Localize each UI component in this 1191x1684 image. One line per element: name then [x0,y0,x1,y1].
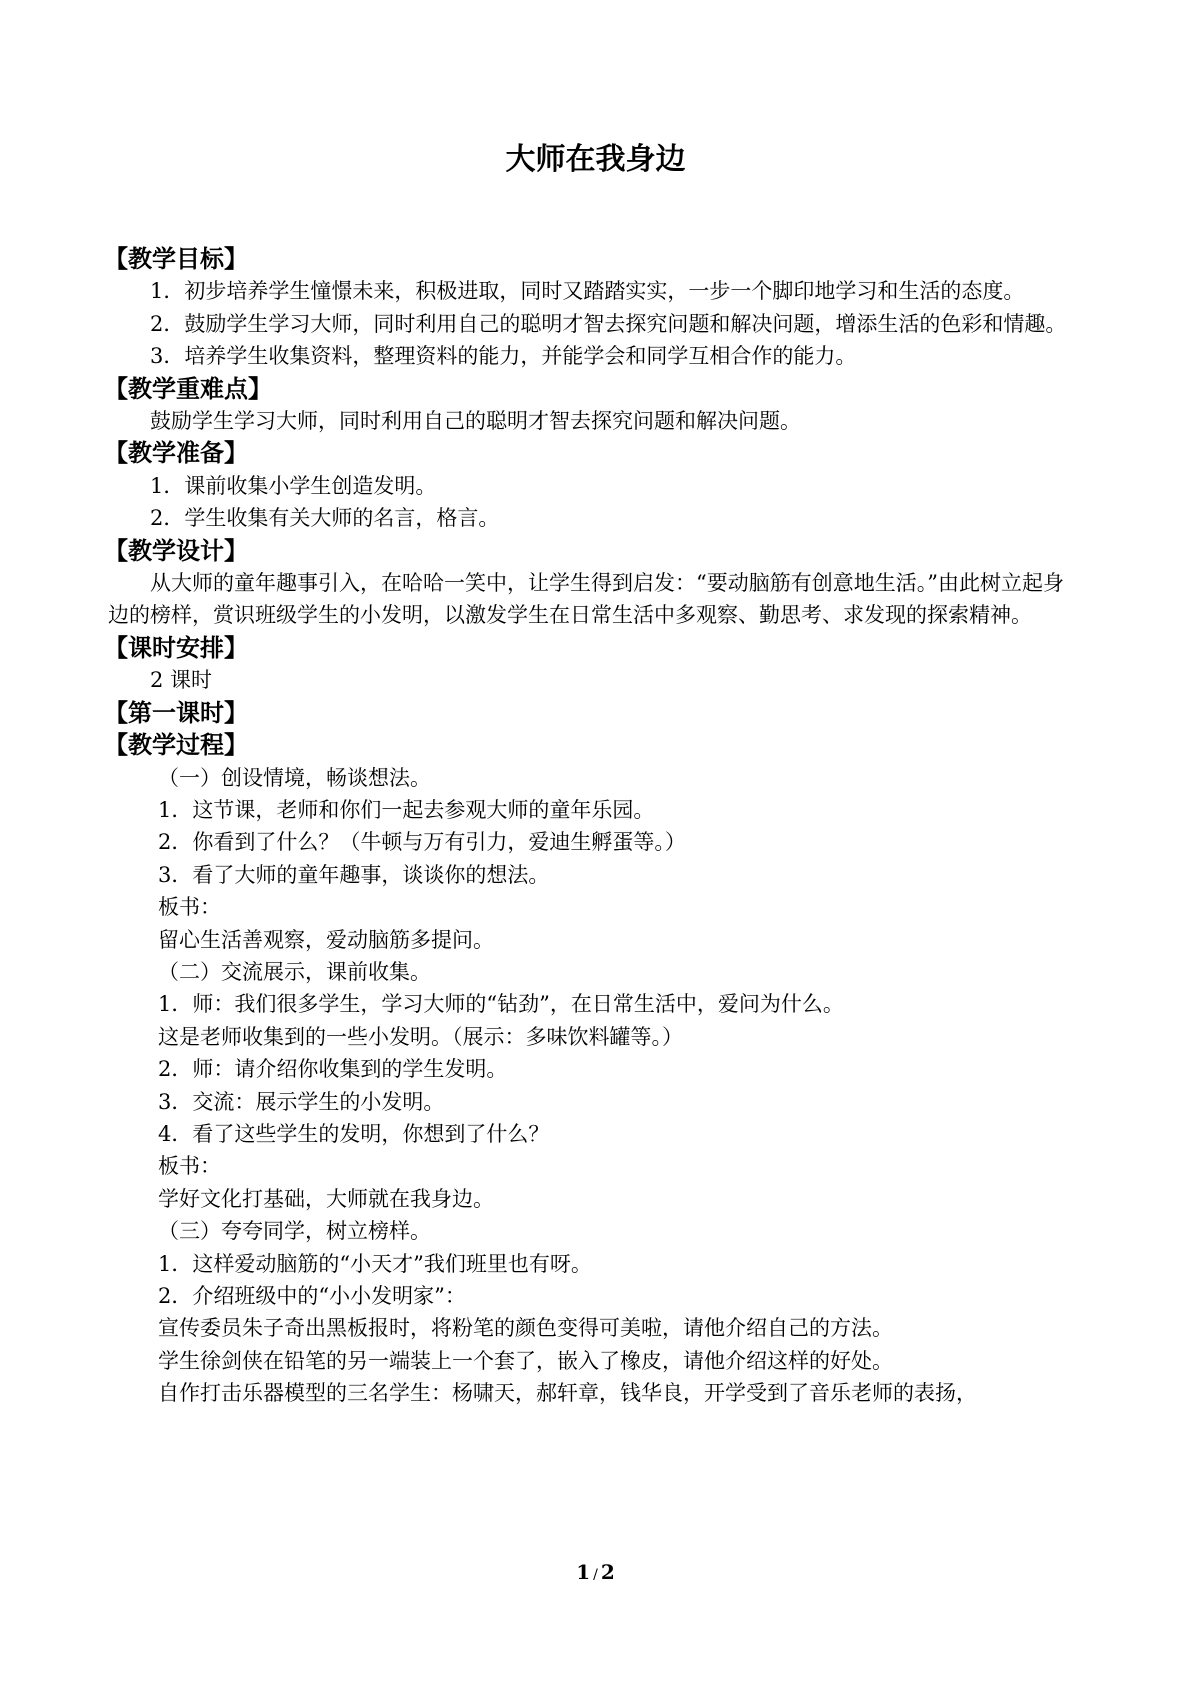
page-separator: / [593,1567,598,1583]
section-heading-first-lesson: 【第一课时】 [104,698,248,727]
process-line: 板书： [158,895,221,920]
process-line: 1．这节课，老师和你们一起去参观大师的童年乐园。 [158,797,655,822]
total-pages: 2 [600,1560,615,1584]
goal-item: 1．初步培养学生憧憬未来，积极进取，同时又踏踏实实，一步一个脚印地学习和生活的态度。 [150,279,1025,304]
prep-item: 2．学生收集有关大师的名言，格言。 [150,506,500,531]
process-line: 2．师：请介绍你收集到的学生发明。 [158,1057,508,1082]
process-line: 3．交流：展示学生的小发明。 [158,1089,445,1114]
process-line: 3．看了大师的童年趣事，谈谈你的想法。 [158,862,550,887]
process-line: 自作打击乐器模型的三名学生：杨啸天，郝轩章，钱华良，开学受到了音乐老师的表扬， [158,1381,977,1406]
process-line: 学生徐剑侠在铅笔的另一端装上一个套了，嵌入了橡皮，请他介绍这样的好处。 [158,1348,893,1373]
section-heading-design: 【教学设计】 [104,536,248,565]
section-heading-keypoints: 【教学重难点】 [104,374,272,403]
section-heading-goals: 【教学目标】 [104,245,248,273]
schedule-text: 2 课时 [150,668,213,693]
prep-item: 1．课前收集小学生创造发明。 [150,473,437,498]
process-line: 2．你看到了什么？（牛顿与万有引力，爱迪生孵蛋等。） [158,830,686,855]
process-line: 4．看了这些学生的发明，你想到了什么？ [158,1121,550,1146]
section-heading-prep: 【教学准备】 [104,439,248,468]
process-line: 这是老师收集到的一些小发明。（展示：多味饮料罐等。） [158,1024,683,1049]
process-line: 宣传委员朱子奇出黑板报时，将粉笔的颜色变得可美啦，请他介绍自己的方法。 [158,1316,893,1341]
process-line: 1．师：我们很多学生，学习大师的“钻劲”，在日常生活中，爱问为什么。 [158,992,844,1017]
process-line: （二）交流展示，课前收集。 [158,959,431,984]
process-line: （三）夸夸同学，树立榜样。 [158,1219,431,1244]
current-page: 1 [576,1560,591,1584]
process-line: （一）创设情境，畅谈想法。 [158,765,431,790]
section-heading-schedule: 【课时安排】 [104,633,248,662]
keypoints-text: 鼓励学生学习大师，同时利用自己的聪明才智去探究问题和解决问题。 [150,409,801,434]
document-body [104,243,1083,1410]
process-line: 板书： [158,1154,221,1179]
process-line: 学好文化打基础，大师就在我身边。 [158,1186,494,1211]
goal-item: 2．鼓励学生学习大师，同时利用自己的聪明才智去探究问题和解决问题，增添生活的色彩和情趣。 [150,311,1067,336]
process-line: 1．这样爱动脑筋的“小天才”我们班里也有呀。 [158,1251,592,1276]
process-line: 2．介绍班级中的“小小发明家”： [158,1284,466,1308]
page-number [0,1560,1191,1584]
section-heading-process: 【教学过程】 [104,731,248,760]
process-line: 留心生活善观察，爱动脑筋多提问。 [158,927,494,952]
goal-item: 3．培养学生收集资料，整理资料的能力，并能学会和同学互相合作的能力。 [150,344,857,369]
design-text: 从大师的童年趣事引入，在哈哈一笑中，让学生得到启发：“要动脑筋有创意地生活。”由此树立起身边的榜样，赏识班级学生的小发明，以激发学生在日常生活中多观察、勤思考、求发现的探索精神。 [108,571,1064,628]
document-title: 大师在我身边 [505,142,686,177]
